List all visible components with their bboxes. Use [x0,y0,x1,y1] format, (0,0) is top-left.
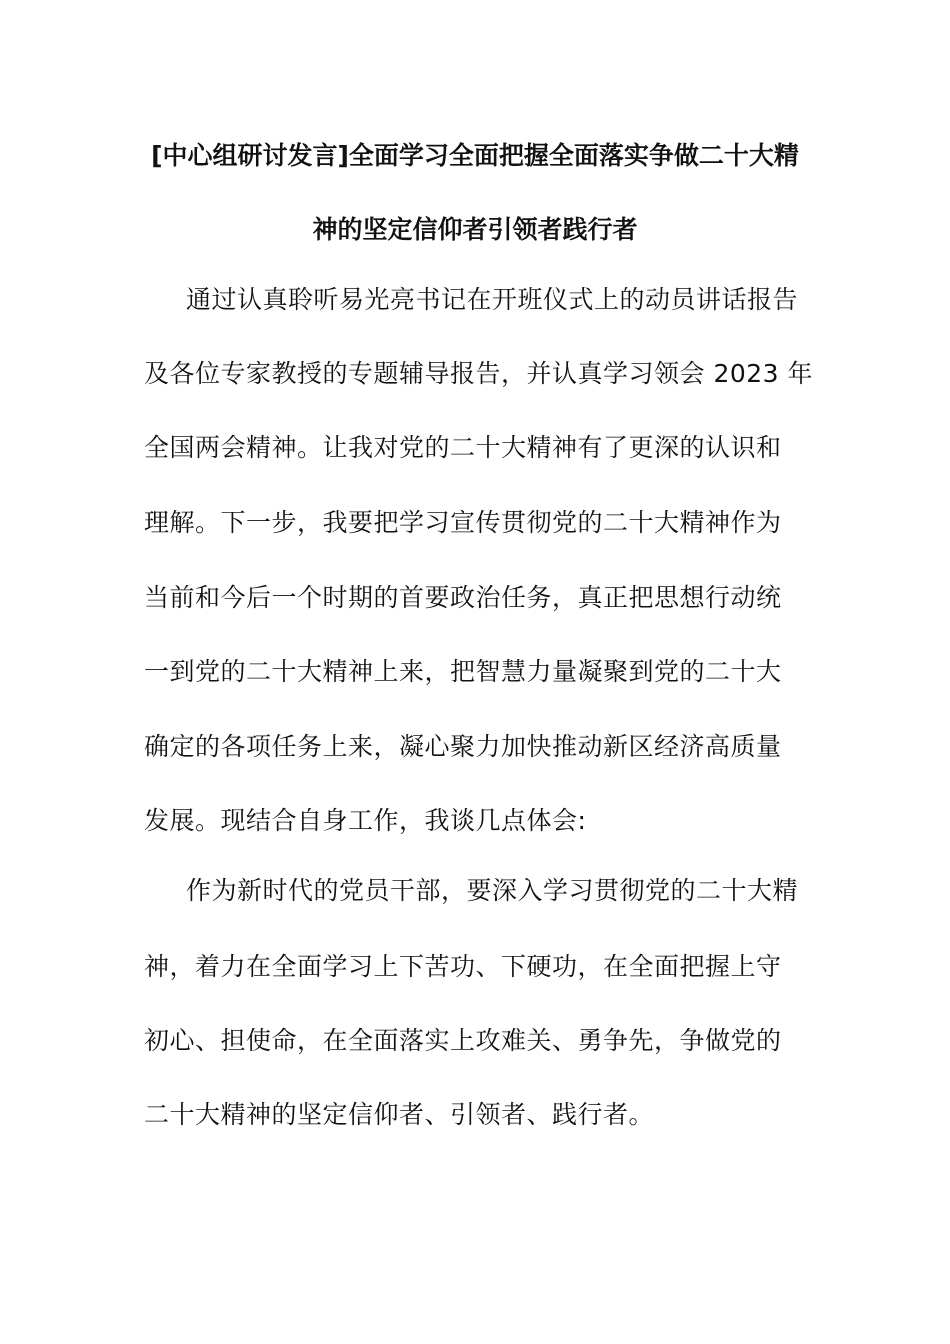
paragraph-2-line-4: 二十大精神的坚定信仰者、引领者、践行者。 [144,1100,655,1129]
paragraph-2-line-1: 作为新时代的党员干部，要深入学习贯彻党的二十大精 [186,876,799,905]
paragraph-1-line-1: 通过认真聆听易光亮书记在开班仪式上的动员讲话报告 [186,285,799,314]
paragraph-1-line-8: 发展。现结合自身工作，我谈几点体会: [144,806,587,835]
paragraph-1-line-2: 及各位专家教授的专题辅导报告，并认真学习领会 2023 年 [144,359,814,388]
paragraph-1-line-4: 理解。下一步，我要把学习宣传贯彻党的二十大精神作为 [144,508,782,537]
document-title-line-1: [中心组研讨发言]全面学习全面把握全面落实争做二十大精 [151,141,799,170]
paragraph-1-line-3: 全国两会精神。让我对党的二十大精神有了更深的认识和 [144,433,782,462]
paragraph-1-line-5: 当前和今后一个时期的首要政治任务，真正把思想行动统 [144,583,782,612]
paragraph-2-line-2: 神，着力在全面学习上下苦功、下硬功，在全面把握上守 [144,952,782,981]
paragraph-2-line-3: 初心、担使命，在全面落实上攻难关、勇争先，争做党的 [144,1026,782,1055]
paragraph-1-line-7: 确定的各项任务上来，凝心聚力加快推动新区经济高质量 [144,732,782,761]
document-title-line-2: 神的坚定信仰者引领者践行者 [312,215,638,244]
paragraph-1-line-6: 一到党的二十大精神上来，把智慧力量凝聚到党的二十大 [144,657,782,686]
